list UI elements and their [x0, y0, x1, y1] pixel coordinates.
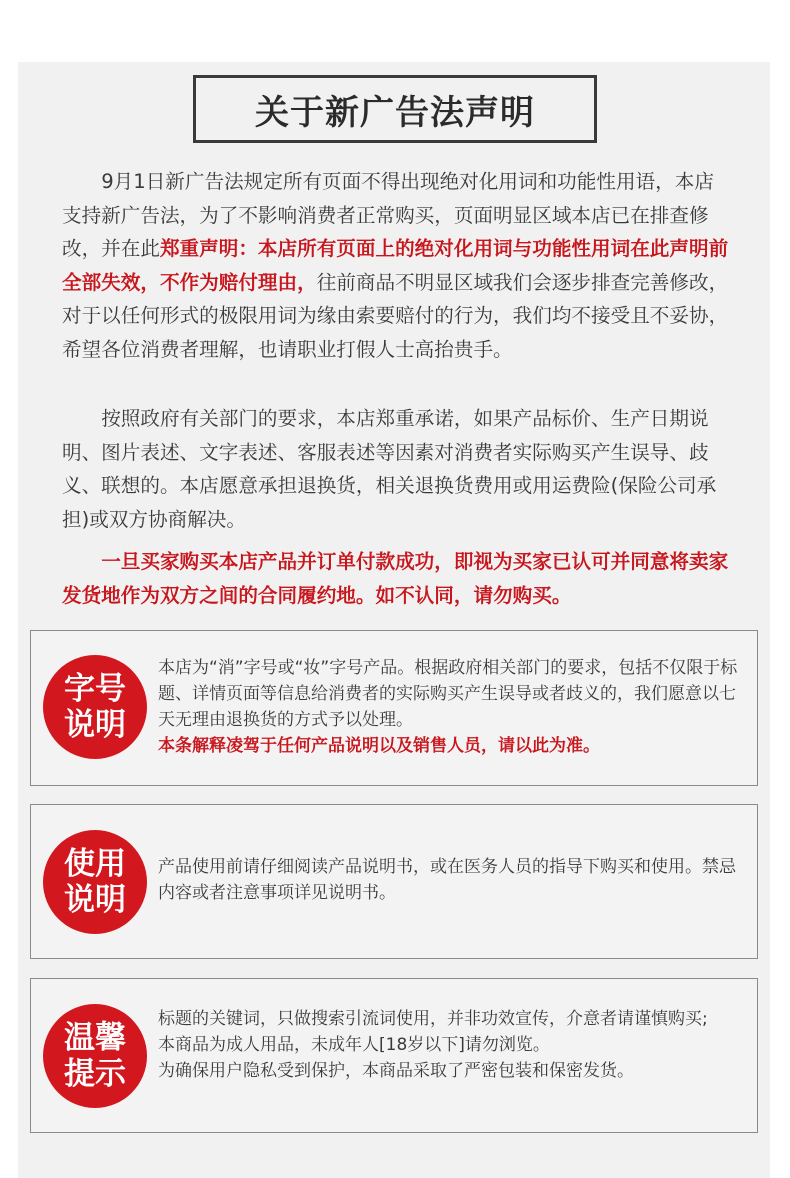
notice-highlight: 本条解释凌驾于任何产品说明以及销售人员，请以此为准。 — [158, 736, 600, 756]
declaration-text: 9月1日新广告法规定所有页面不得出现绝对化用词和功能性用语，本店支持新广告法，为了不影响消费者正常购买，页面明显区域本店已在排查修改，并在此 — [62, 170, 714, 260]
notice-page — [18, 62, 770, 1178]
notice-line: 为确保用户隐私受到保护，本商品采取了严密包装和保密发货。 — [158, 1061, 634, 1081]
notice-text — [158, 655, 743, 759]
notice-badge — [43, 655, 147, 759]
notice-text — [158, 854, 743, 906]
notice-line: 标题的关键词，只做搜索引流词使用，并非功效宣传，介意者请谨慎购买; — [158, 1009, 708, 1029]
badge-line-1: 使用 — [64, 846, 126, 882]
badge-line-2: 提示 — [64, 1056, 126, 1092]
notice-text — [158, 1006, 743, 1084]
notice-badge — [43, 1004, 147, 1108]
declaration-text-end: 往前商品不明显区域我们会逐步排查完善修改，对于以任何形式的极限用词为缘由索要赔付的行为，我们均不接受且不妥协，希望各位消费者理解，也请职业打假人士高抬贵手。 — [62, 270, 729, 361]
badge-line-2: 说明 — [64, 882, 126, 918]
notice-box-reminder — [30, 978, 758, 1133]
declaration-paragraph-1 — [62, 165, 732, 366]
declaration-paragraph-3: 一旦买家购买本店产品并订单付款成功，即视为买家已认可并同意将卖家发货地作为双方之间的合同履约地。如不认同，请勿购买。 — [62, 550, 729, 607]
page-title: 关于新广告法声明 — [193, 75, 597, 143]
notice-box-brand-number — [30, 630, 758, 786]
declaration-paragraph-2: 按照政府有关部门的要求，本店郑重承诺，如果产品标价、生产日期说明、图片表述、文字表述、客服表述等因素对消费者实际购买产生误导、歧义、联想的。本店愿意承担退换货，相关退换货费用或用运费险(保险公司承担)或双方协商解决。 — [62, 407, 717, 531]
notice-line: 本商品为成人用品，未成年人[18岁以下]请勿浏览。 — [158, 1035, 550, 1055]
notice-body: 本店为“消”字号或“妆”字号产品。根据政府相关部门的要求，包括不仅限于标题、详情页面等信息给消费者的实际购买产生误导或者歧义的，我们愿意以七天无理由退换货的方式予以处理。 — [158, 658, 738, 730]
notice-badge — [43, 830, 147, 934]
declaration-highlight: 郑重声明：本店所有页面上的绝对化用词与功能性用词在此声明前全部失效，不作为赔付理由， — [62, 237, 729, 294]
notice-box-usage — [30, 804, 758, 959]
badge-line-1: 字号 — [64, 671, 126, 707]
badge-line-2: 说明 — [64, 707, 126, 743]
notice-body: 产品使用前请仔细阅读产品说明书，或在医务人员的指导下购买和使用。禁忌内容或者注意事项详见说明书。 — [158, 857, 736, 903]
badge-line-1: 温馨 — [64, 1020, 126, 1056]
